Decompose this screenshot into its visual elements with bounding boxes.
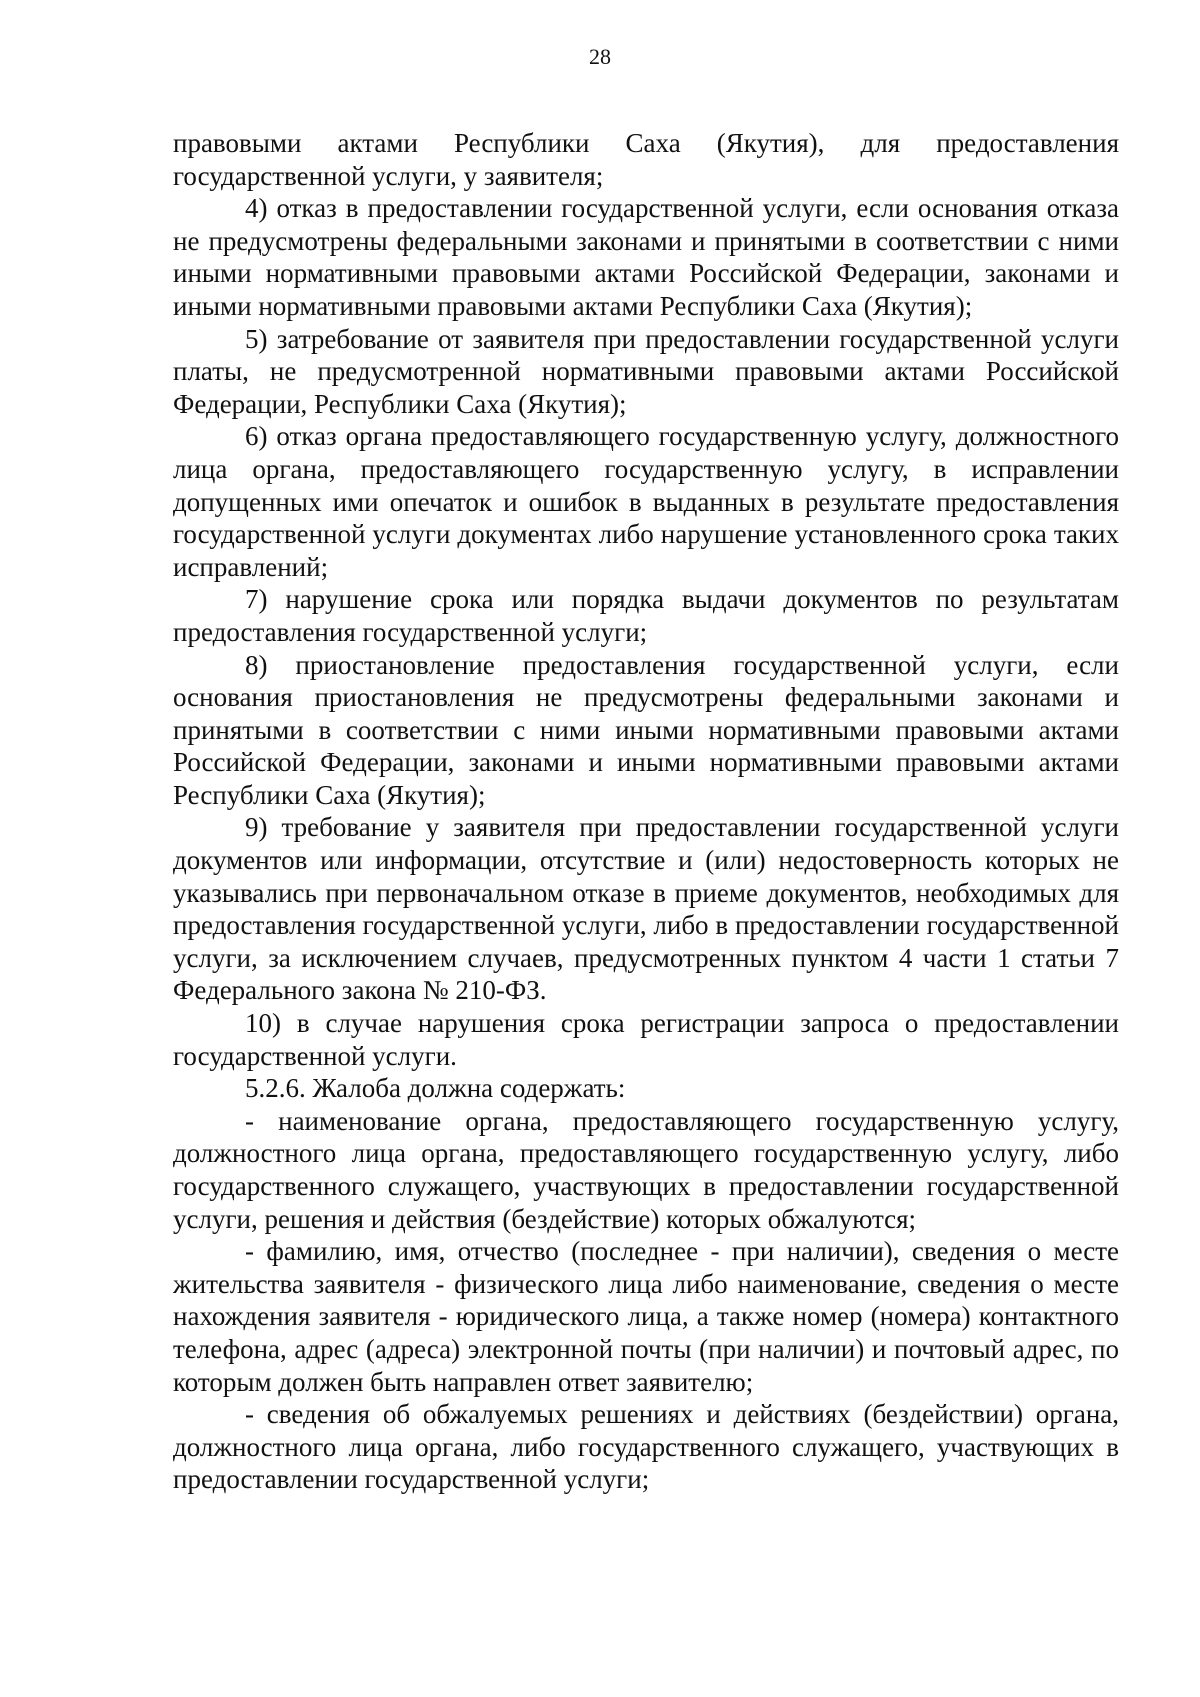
list-item-5: 5) затребование от заявителя при предоставлении государственной услуги платы, не предусмотренной нормативными правовыми актами Российской Федерации, Республики Саха (Якутия); bbox=[173, 323, 1119, 419]
list-item-8: 8) приостановление предоставления государственной услуги, если основания приостановления не предусмотрены федеральными законами и принятыми в соответствии с ними иными нормативными правовыми актами Российской Федерации, законами и иными нормативными правовыми актами Республики Саха (Якутия); bbox=[173, 649, 1119, 810]
list-item-10: 10) в случае нарушения срока регистрации запроса о предоставлении государственной услуги. bbox=[173, 1008, 1119, 1071]
list-item-6: 6) отказ органа предоставляющего государственную услугу, должностного лица органа, предоставляющего государственную услугу, в исправлении допущенных ими опечаток и ошибок в выданных в результате предоставления государственной услуги документах либо нарушение установленного срока таких исправлений; bbox=[173, 421, 1119, 582]
list-item-4: 4) отказ в предоставлении государственной услуги, если основания отказа не предусмотрены федеральными законами и принятыми в соответствии с ними иными нормативными правовыми актами Российской Федерации, законами и иными нормативными правовыми актами Республики Саха (Якутия); bbox=[173, 193, 1119, 321]
section-heading-5-2-6: 5.2.6. Жалоба должна содержать: bbox=[245, 1073, 626, 1104]
document-body bbox=[173, 127, 1119, 1496]
paragraph-continuation: правовыми актами Республики Саха (Якутия), для предоставления государственной услуги, у заявителя; bbox=[173, 128, 1119, 191]
list-item-9: 9) требование у заявителя при предоставлении государственной услуги документов или информации, отсутствие и (или) недостоверность которых не указывались при первоначальном отказе в приеме документов, необходимых для предоставления государственной услуги, либо в предоставлении государственной услуги, за исключением случаев, предусмотренных пунктом 4 части 1 статьи 7 Федерального закона № 210-ФЗ. bbox=[173, 812, 1119, 1006]
complaint-requirement-2: - фамилию, имя, отчество (последнее - при наличии), сведения о месте жительства заявителя - физического лица либо наименование, сведения о месте нахождения заявителя - юридического лица, а также номер (номера) контактного телефона, адрес (адреса) электронной почты (при наличии) и почтовый адрес, по которым должен быть направлен ответ заявителю; bbox=[173, 1236, 1119, 1397]
list-item-7: 7) нарушение срока или порядка выдачи документов по результатам предоставления государственной услуги; bbox=[173, 584, 1119, 647]
page-number: 28 bbox=[589, 44, 611, 69]
complaint-requirement-3: - сведения об обжалуемых решениях и действиях (бездействии) органа, должностного лица органа, либо государственного служащего, участвующих в предоставлении государственной услуги; bbox=[173, 1399, 1119, 1495]
complaint-requirement-1: - наименование органа, предоставляющего государственную услугу, должностного лица органа, предоставляющего государственную услугу, либо государственного служащего, участвующих в предоставлении государственной услуги, решения и действия (бездействие) которых обжалуются; bbox=[173, 1105, 1119, 1234]
